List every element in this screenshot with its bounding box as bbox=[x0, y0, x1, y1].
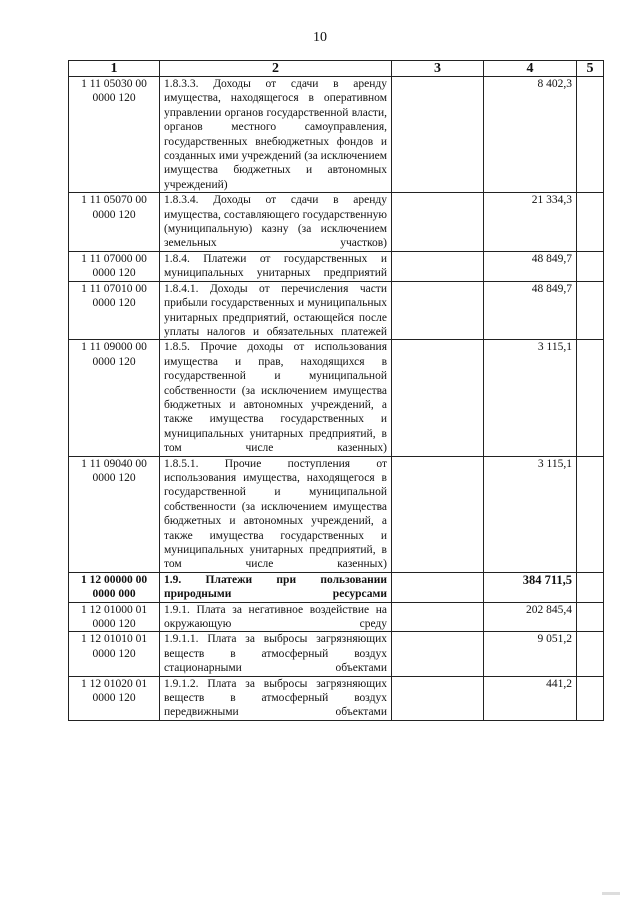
budget-code: 1 11 07000 00 0000 120 bbox=[69, 251, 160, 281]
budget-code: 1 12 00000 00 0000 000 bbox=[69, 572, 160, 602]
column-3-cell bbox=[392, 632, 484, 676]
table-row bbox=[69, 340, 604, 456]
revenue-name: 1.8.5. Прочие доходы от использования имущества и прав, находящихся в государственной и муниципальной собственности (за исключением имущества бюджетных и автономных учреждений, а также имущества государственных и муниципальных унитарных предприятий, в том числе казенных) bbox=[160, 340, 392, 456]
table-row-section-total bbox=[69, 572, 604, 602]
revenue-name: 1.8.3.3. Доходы от сдачи в аренду имущества, находящегося в оперативном управлении органов государственной власти, органов местного самоуправления, государственных внебюджетных фондов и созданных ими учреждений (за исключением имущества бюджетных и автономных учреждений) bbox=[160, 77, 392, 193]
revenue-name: 1.9.1. Плата за негативное воздействие на окружающую среду bbox=[160, 602, 392, 632]
column-3-cell bbox=[392, 77, 484, 193]
column-header-1: 1 bbox=[69, 61, 160, 77]
page-number: 10 bbox=[313, 30, 327, 45]
column-number-header-row bbox=[69, 61, 604, 77]
column-5-cell bbox=[577, 676, 604, 720]
column-5-cell bbox=[577, 193, 604, 252]
column-5-cell bbox=[577, 251, 604, 281]
budget-code: 1 12 01010 01 0000 120 bbox=[69, 632, 160, 676]
amount: 48 849,7 bbox=[484, 251, 577, 281]
table-row bbox=[69, 281, 604, 340]
column-5-cell bbox=[577, 77, 604, 193]
column-header-4: 4 bbox=[484, 61, 577, 77]
column-header-3: 3 bbox=[392, 61, 484, 77]
budget-code: 1 11 05070 00 0000 120 bbox=[69, 193, 160, 252]
budget-revenue-table bbox=[68, 60, 604, 721]
column-header-5: 5 bbox=[577, 61, 604, 77]
table-row bbox=[69, 632, 604, 676]
column-header-2: 2 bbox=[160, 61, 392, 77]
amount: 3 115,1 bbox=[484, 456, 577, 572]
amount: 441,2 bbox=[484, 676, 577, 720]
amount: 384 711,5 bbox=[484, 572, 577, 602]
scan-artifact-mark bbox=[602, 892, 620, 895]
revenue-name: 1.9.1.1. Плата за выбросы загрязняющих веществ в атмосферный воздух стационарными объектами bbox=[160, 632, 392, 676]
revenue-name: 1.8.3.4. Доходы от сдачи в аренду имущества, составляющего государственную (муниципальную) казну (за исключением земельных участков) bbox=[160, 193, 392, 252]
amount: 48 849,7 bbox=[484, 281, 577, 340]
amount: 21 334,3 bbox=[484, 193, 577, 252]
amount: 8 402,3 bbox=[484, 77, 577, 193]
column-5-cell bbox=[577, 281, 604, 340]
budget-code: 1 11 05030 00 0000 120 bbox=[69, 77, 160, 193]
column-5-cell bbox=[577, 340, 604, 456]
column-3-cell bbox=[392, 251, 484, 281]
column-3-cell bbox=[392, 676, 484, 720]
amount: 3 115,1 bbox=[484, 340, 577, 456]
column-5-cell bbox=[577, 632, 604, 676]
column-3-cell bbox=[392, 456, 484, 572]
table-row bbox=[69, 193, 604, 252]
column-3-cell bbox=[392, 602, 484, 632]
budget-code: 1 12 01000 01 0000 120 bbox=[69, 602, 160, 632]
table-row bbox=[69, 676, 604, 720]
budget-code: 1 11 09040 00 0000 120 bbox=[69, 456, 160, 572]
amount: 9 051,2 bbox=[484, 632, 577, 676]
column-3-cell bbox=[392, 193, 484, 252]
revenue-name: 1.9. Платежи при пользовании природными ресурсами bbox=[160, 572, 392, 602]
column-5-cell bbox=[577, 602, 604, 632]
table-row bbox=[69, 602, 604, 632]
revenue-name: 1.8.4. Платежи от государственных и муниципальных унитарных предприятий bbox=[160, 251, 392, 281]
column-3-cell bbox=[392, 572, 484, 602]
revenue-name: 1.9.1.2. Плата за выбросы загрязняющих веществ в атмосферный воздух передвижными объектами bbox=[160, 676, 392, 720]
column-3-cell bbox=[392, 281, 484, 340]
budget-code: 1 11 09000 00 0000 120 bbox=[69, 340, 160, 456]
table-row bbox=[69, 251, 604, 281]
revenue-name: 1.8.5.1. Прочие поступления от использования имущества, находящегося в государственной и муниципальной собственности (за исключением имущества бюджетных и автономных учреждений, а также имущества государственных и муниципальных унитарных предприятий, в том числе казенных) bbox=[160, 456, 392, 572]
budget-code: 1 11 07010 00 0000 120 bbox=[69, 281, 160, 340]
revenue-name: 1.8.4.1. Доходы от перечисления части прибыли государственных и муниципальных унитарных предприятий, остающейся после уплаты налогов и обязательных платежей bbox=[160, 281, 392, 340]
column-5-cell bbox=[577, 572, 604, 602]
budget-code: 1 12 01020 01 0000 120 bbox=[69, 676, 160, 720]
column-3-cell bbox=[392, 340, 484, 456]
column-5-cell bbox=[577, 456, 604, 572]
table-row bbox=[69, 456, 604, 572]
amount: 202 845,4 bbox=[484, 602, 577, 632]
table-row bbox=[69, 77, 604, 193]
